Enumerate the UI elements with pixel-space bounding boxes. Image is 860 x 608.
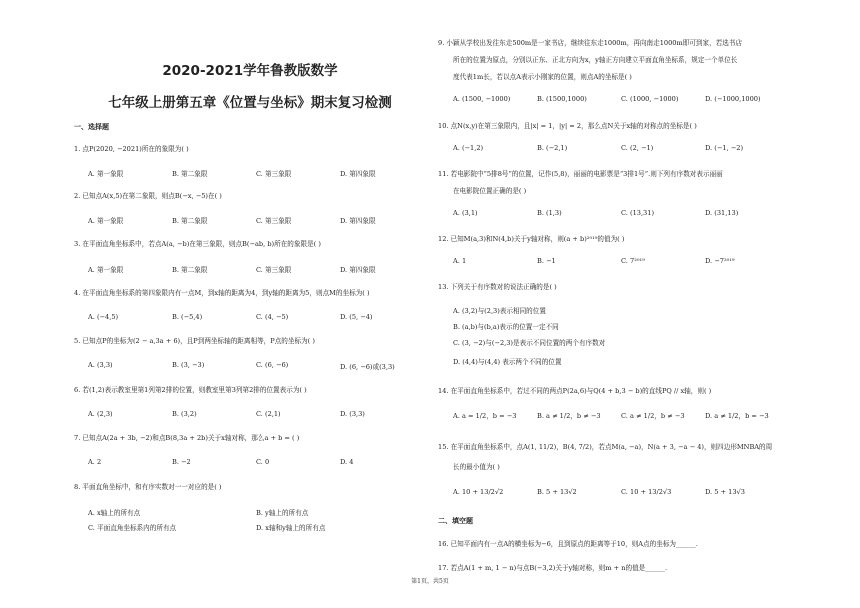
- option-d: D. 4: [340, 458, 354, 466]
- option-d: D. 第四象限: [340, 170, 376, 178]
- option-d: D. x轴和y轴上的所有点: [256, 524, 326, 532]
- exam-title-line2: 七年级上册第五章《位置与坐标》期末复习检测: [108, 95, 392, 111]
- option-c: C. (13,31): [621, 209, 655, 217]
- option-c: C. (2, −1): [621, 144, 654, 152]
- option-c: C. 第三象限: [256, 217, 292, 225]
- option-b: B. (−5,4): [172, 313, 203, 321]
- option-d: D. −7²⁰¹⁹: [705, 257, 735, 265]
- question-9-line3: 度代表1m长，若以点A表示小刚家的位置，则点A的坐标是( ): [453, 73, 632, 81]
- question-10: 10. 点N(x,y)在第三象限内，且|x| = 1，|y| = 2，那么点N关于x轴的对称点的坐标是( ): [438, 122, 697, 130]
- question-13-option-c: C. (3, −2)与(−2,3)是表示不同位置的两个有序数对: [453, 339, 606, 347]
- question-15-line1: 15. 在平面直角坐标系中，点A(1, 11/2)，B(4, 7/2)，若点M(a, −a)，N(a + 3, −a − 4)，则四边形MNBA的周: [438, 443, 773, 451]
- option-d: D. 第四象限: [340, 266, 376, 274]
- option-d: D. a ≠ 1/2，b = −3: [705, 412, 769, 420]
- option-c: C. 7²⁰¹⁹: [621, 257, 645, 265]
- question-9-line1: 9. 小颖从学校出发往东走500m是一家书店，继续往东走1000m，再向南走1000m即可到家，若选书店: [438, 39, 743, 47]
- option-c: C. (4, −5): [256, 313, 289, 321]
- option-b: B. 第二象限: [172, 217, 208, 225]
- option-b: B. a ≠ 1/2，b ≠ −3: [537, 412, 601, 420]
- question-8: 8. 平面直角坐标中，和有序实数对一一对应的是( ): [74, 483, 222, 491]
- option-c: C. (2,1): [256, 410, 281, 418]
- option-d: D. 5 + 13√3: [705, 488, 745, 496]
- section-heading-fill: 二、填空题: [438, 517, 473, 525]
- question-6: 6. 若(1,2)表示教室里第1列第2排的位置，则教室里第3列第2排的位置表示为( ): [74, 386, 307, 394]
- option-c: C. 第三象限: [256, 266, 292, 274]
- option-a: A. (−4,5): [88, 313, 119, 321]
- option-c: C. (1000, −1000): [621, 95, 679, 103]
- option-a: A. (3,3): [88, 361, 113, 369]
- option-a: A. (1500, −1000): [453, 95, 511, 103]
- option-c: C. 平面直角坐标系内的所有点: [88, 524, 177, 532]
- option-a: A. 第一象限: [88, 266, 124, 274]
- option-a: A. 第一象限: [88, 217, 124, 225]
- option-d: D. (3,3): [340, 410, 365, 418]
- option-a: A. 1: [453, 257, 467, 265]
- question-16: 16. 已知平面内有一点A的横坐标为−6，且到原点的距离等于10，则A点的坐标为______.: [438, 540, 698, 548]
- option-b: B. 第二象限: [172, 266, 208, 274]
- option-d: D. (31,13): [705, 209, 739, 217]
- question-17: 17. 若点A(1 + m, 1 − n)与点B(−3,2)关于y轴对称，则m + n的值是______.: [438, 564, 668, 572]
- question-13-option-d: D. (4,4)与(4,4) 表示两个不同的位置: [453, 358, 562, 366]
- exam-title-line1: 2020-2021学年鲁教版数学: [162, 63, 338, 79]
- option-b: B. (−2,1): [537, 144, 568, 152]
- question-7: 7. 已知点A(2a + 3b, −2)和点B(8,3a + 2b)关于x轴对称，那么a + b = ( ): [74, 434, 300, 442]
- question-1: 1. 点P(2020, −2021)所在的象限为( ): [74, 145, 189, 153]
- option-c: C. a ≠ 1/2，b ≠ −3: [621, 412, 685, 420]
- option-b: B. (3, −3): [172, 361, 205, 369]
- option-a: A. a = 1/2，b = −3: [453, 412, 517, 420]
- question-2: 2. 已知点A(x,5)在第二象限，则点B(−x, −5)在( ): [74, 192, 222, 200]
- option-a: A. 2: [88, 458, 102, 466]
- question-11-line1: 11. 若电影院中“5排8号”的位置，记作(5,8)，丽丽的电影票是“3排1号”.则下列有序数对表示丽丽: [438, 170, 723, 178]
- question-13-option-b: B. (a,b)与(b,a)表示的位置一定不同: [453, 323, 559, 331]
- option-b: B. (1500,1000): [537, 95, 587, 103]
- option-a: A. 10 + 13/2√2: [453, 488, 504, 496]
- option-b: B. (3,2): [172, 410, 197, 418]
- option-b: B. −1: [537, 257, 556, 265]
- question-3: 3. 在平面直角坐标系中，若点A(a, −b)在第三象限，则点B(−ab, b)所在的象限是( ): [74, 240, 321, 248]
- option-b: B. 第二象限: [172, 170, 208, 178]
- option-a: A. (3,1): [453, 209, 478, 217]
- option-b: B. y轴上的所有点: [256, 509, 309, 517]
- question-4: 4. 在平面直角坐标系的第四象限内有一点M，到x轴的距离为4，到y轴的距离为5，则点M的坐标为( ): [74, 289, 370, 297]
- option-a: A. x轴上的所有点: [88, 509, 141, 517]
- question-11-line2: 在电影院位置正确的是( ): [453, 187, 527, 195]
- question-12: 12. 已知M(a,3)和N(4,b)关于y轴对称，则(a + b)²⁰¹⁹的值为( ): [438, 235, 625, 243]
- option-a: A. (2,3): [88, 410, 113, 418]
- option-d: D. 第四象限: [340, 217, 376, 225]
- option-d: D. (−1000,1000): [705, 95, 761, 103]
- option-c: C. 0: [256, 458, 270, 466]
- option-c: C. 10 + 13/2√3: [621, 488, 672, 496]
- option-b: B. 5 + 13√2: [537, 488, 577, 496]
- question-9-line2: 所在的位置为原点，分别以正东、正北方向为x，y轴正方向建立平面直角坐标系，规定一个单位长: [453, 56, 738, 64]
- section-heading-choice: 一、选择题: [74, 123, 109, 131]
- option-d: D. (−1, −2): [705, 144, 744, 152]
- option-c: C. 第三象限: [256, 170, 292, 178]
- option-d: D. (5, −4): [340, 313, 373, 321]
- option-c: C. (6, −6): [256, 361, 289, 369]
- option-a: A. 第一象限: [88, 170, 124, 178]
- page-footer: 第1页，共5页: [411, 578, 449, 585]
- question-15-line2: 长的最小值为( ): [453, 463, 500, 471]
- question-5: 5. 已知点P的坐标为(2 − a,3a + 6)，且P到两坐标轴的距离相等，P点的坐标为( ): [74, 337, 315, 345]
- question-13: 13. 下列关于有序数对的说法正确的是( ): [438, 283, 557, 291]
- option-a: A. (−1,2): [453, 144, 484, 152]
- question-14: 14. 在平面直角坐标系中，若过不同的两点P(2a,6)与Q(4 + b,3 − b)的直线PQ // x轴，则( ): [438, 387, 712, 395]
- option-d: D. (6, −6)或(3,3): [340, 363, 395, 371]
- option-b: B. (1,3): [537, 209, 562, 217]
- option-b: B. −2: [172, 458, 191, 466]
- question-13-option-a: A. (3,2)与(2,3)表示相同的位置: [453, 307, 546, 315]
